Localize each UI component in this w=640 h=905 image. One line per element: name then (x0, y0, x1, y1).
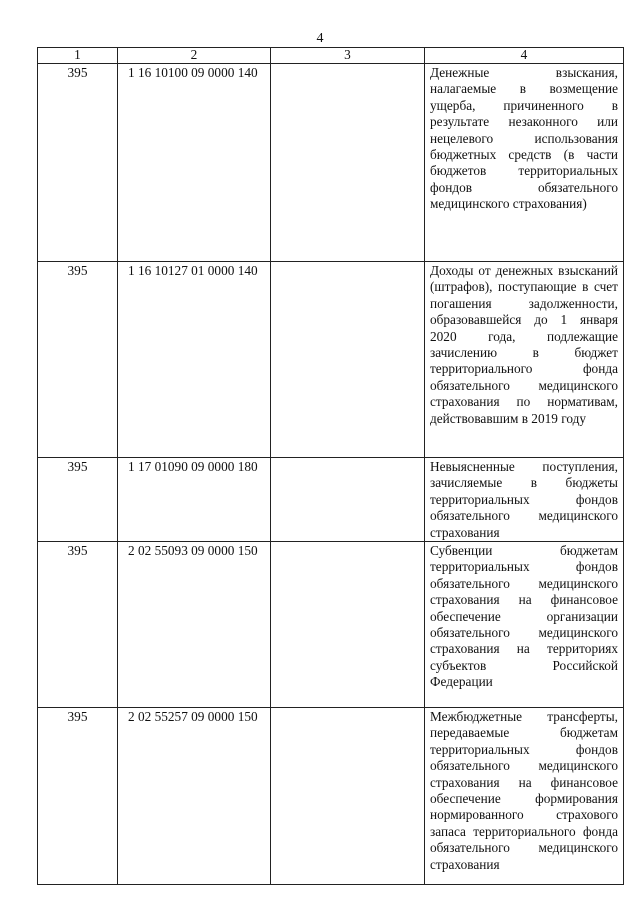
admin-code-cell: 395 (38, 542, 118, 708)
column-header-3: 3 (271, 48, 425, 64)
table-header-row (38, 48, 624, 64)
description-cell: Субвенции бюджетам территориальных фондов обязательного медицинского страхования на финансовое обеспечение организации обязательного медицинского страхования на территориях субъектов Российской Федерации (425, 542, 624, 708)
description-cell: Денежные взыскания, налагаемые в возмещение ущерба, причиненного в результате незаконного или нецелевого использования бюджетных средств (в части бюджетов территориальных фондов обязательного медицинского страхования) (425, 64, 624, 262)
kbk-code-cell: 1 16 10127 01 0000 140 (118, 262, 271, 458)
empty-cell (271, 542, 425, 708)
table-row (38, 64, 624, 262)
admin-code-cell: 395 (38, 458, 118, 542)
column-header-1: 1 (38, 48, 118, 64)
page-number: 4 (316, 31, 324, 46)
description-cell: Межбюджетные трансферты, передаваемые бюджетам территориальных фондов обязательного медицинского страхования на финансовое обеспечение формирования нормированного страхового запаса территориального фонда обязательного медицинского страхования (425, 708, 624, 885)
column-header-2: 2 (118, 48, 271, 64)
empty-cell (271, 262, 425, 458)
kbk-code-cell: 1 16 10100 09 0000 140 (118, 64, 271, 262)
description-cell: Невыясненные поступления, зачисляемые в бюджеты территориальных фондов обязательного медицинского страхования (425, 458, 624, 542)
column-header-4: 4 (425, 48, 624, 64)
empty-cell (271, 708, 425, 885)
table-row (38, 708, 624, 885)
empty-cell (271, 458, 425, 542)
admin-code-cell: 395 (38, 708, 118, 885)
table-row (38, 262, 624, 458)
revenue-codes-table (37, 47, 624, 885)
table-row (38, 542, 624, 708)
admin-code-cell: 395 (38, 64, 118, 262)
table-row (38, 458, 624, 542)
kbk-code-cell: 2 02 55093 09 0000 150 (118, 542, 271, 708)
admin-code-cell: 395 (38, 262, 118, 458)
kbk-code-cell: 2 02 55257 09 0000 150 (118, 708, 271, 885)
description-cell: Доходы от денежных взысканий (штрафов), поступающие в счет погашения задолженности, образовавшейся до 1 января 2020 года, подлежащие зачислению в бюджет территориального фонда обязательного медицинского страхования по нормативам, действовавшим в 2019 году (425, 262, 624, 458)
kbk-code-cell: 1 17 01090 09 0000 180 (118, 458, 271, 542)
empty-cell (271, 64, 425, 262)
